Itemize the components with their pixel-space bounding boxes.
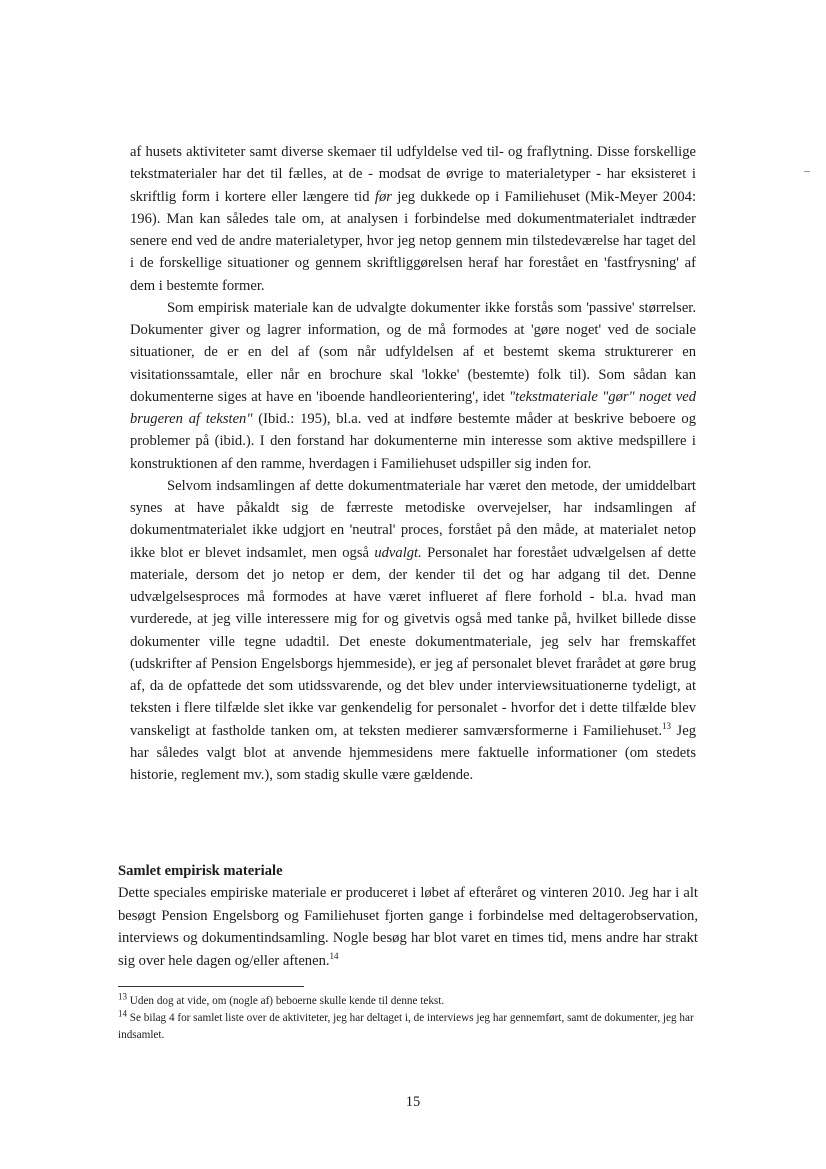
section-heading: Samlet empirisk materiale <box>118 863 283 879</box>
footnote-text: Uden dog at vide, om (nogle af) beboerne skulle kende til denne tekst. <box>129 995 445 1007</box>
footnote-13 <box>118 993 700 1010</box>
scan-mark <box>804 171 810 172</box>
body-text <box>130 141 696 786</box>
paragraph-3-mid: Personalet har forestået udvælgelsen af dette materiale, dersom det jo netop er dem, der kender til det og har adgang til det. Denne udvælgelsesproces må formodes at have været influeret af flere forhold - bl.a. hvad man vurderede, at jeg ville interessere mig for og givetvis også med tanke på, hvilket billede disse dokumenter ville tegne udadtil. Det eneste dokumentmateriale, jeg selv har fremskaffet (udskrifter af Pension Engelsborgs hjemmeside), er jeg af personalet blevet frarådet at gøre brug af, da de opfattede det som utidssvarende, og det blev under interviewsituationerne tydeligt, at teksten i flere tilfælde slet ikke var genkendelig for personalet - hvorfor det i dette tilfælde blev vanskeligt at fastholde tanken om, at teksten medierer samværsformerne i Familiehuset. <box>130 544 696 739</box>
footnote-mark: 14 <box>118 1008 127 1019</box>
paragraph-2 <box>130 297 696 475</box>
emphasis-foer: før <box>374 188 392 205</box>
footnote-separator <box>118 986 304 987</box>
paragraph-2-end: (Ibid.: 195), bl.a. ved at indføre bestemte måder at beskrive beboere og problemer på (ibid.). I den forstand har dokumenterne min interesse som aktive medspillere i konstruktionen af den ramme, hverdagen i Familiehuset udspiller sig inden for. <box>130 411 696 472</box>
paragraph-2-text: Som empirisk materiale kan de udvalgte dokumenter ikke forstås som 'passive' størrelser. Dokumenter giver og lagrer information, og de må formodes at 'gøre noget' ved de sociale situationer, de er en del af (som når udfyldelsen af et bestemt skema strukturerer en visitationssamtale, eller når en brochure skal 'lokke' (bestemte) folk til). Som sådan kan dokumenterne siges at have en 'iboende handleorientering', idet <box>130 299 696 405</box>
section-samlet-empirisk-materiale <box>118 860 698 972</box>
paragraph-1-end: jeg dukkede op i Familiehuset (Mik-Meyer 2004: 196). Man kan således tale om, at analysen i forbindelse med dokumentmaterialet indtræder senere end ved de andre materialetyper, hvor jeg netop gennem min tilstedeværelse har taget del i de forskellige situationer og gennem skriftliggørelsen heraf har forestået en 'fastfrysning' af dem i bestemte former. <box>130 188 696 294</box>
footnote-text: Se bilag 4 for samlet liste over de aktiviteter, jeg har deltaget i, de interviews jeg har gennemført, samt de dokumenter, jeg har indsamlet. <box>118 1011 694 1041</box>
paragraph-3-text: Selvom indsamlingen af dette dokumentmateriale har været den metode, der umiddelbart synes at have påkaldt sig de færreste metodiske overvejelser, har indsamlingen af dokumentmaterialet ikke udgjort en 'neutral' proces, forstået på den måde, at materialet netop ikke blot er blevet indsamlet, men også <box>130 477 696 561</box>
section-paragraph-text: Dette speciales empiriske materiale er produceret i løbet af efteråret og vinteren 2010. Jeg har i alt besøgt Pension Engelsborg og Familiehuset fjorten gange i forbindelse med deltagerobservation, interviews og dokumentindsamling. Nogle besøg har blot varet en times tid, mens andre har strakt sig over hele dagen og/eller aftenen. <box>118 885 698 969</box>
footnote-ref-14[interactable]: 14 <box>329 950 339 961</box>
footnote-mark: 13 <box>118 991 127 1002</box>
footnote-14 <box>118 1010 700 1044</box>
footnote-ref-13[interactable]: 13 <box>661 720 671 731</box>
paragraph-1-text: af husets aktiviteter samt diverse skemaer til udfyldelse ved til- og fraflytning. Disse forskellige tekstmaterialer har det til fælles, at de - modsat de øvrige to materialetyper - har eksisteret i skriftlig form i kortere eller længere tid <box>130 144 696 205</box>
paragraph-2-quote: "tekstmateriale "gør" noget ved brugeren af teksten" <box>130 388 696 427</box>
emphasis-udvalgt: udvalgt. <box>374 544 422 561</box>
footnotes <box>118 993 700 1043</box>
paragraph-3 <box>130 475 696 787</box>
paragraph-3-end: Jeg har således valgt blot at anvende hjemmesidens mere faktuelle informationer (om stedets historie, reglement mv.), som stadig skulle være gældende. <box>130 722 696 783</box>
section-paragraph <box>118 882 698 972</box>
paragraph-1 <box>130 141 696 297</box>
page-number: 15 <box>405 1094 421 1110</box>
